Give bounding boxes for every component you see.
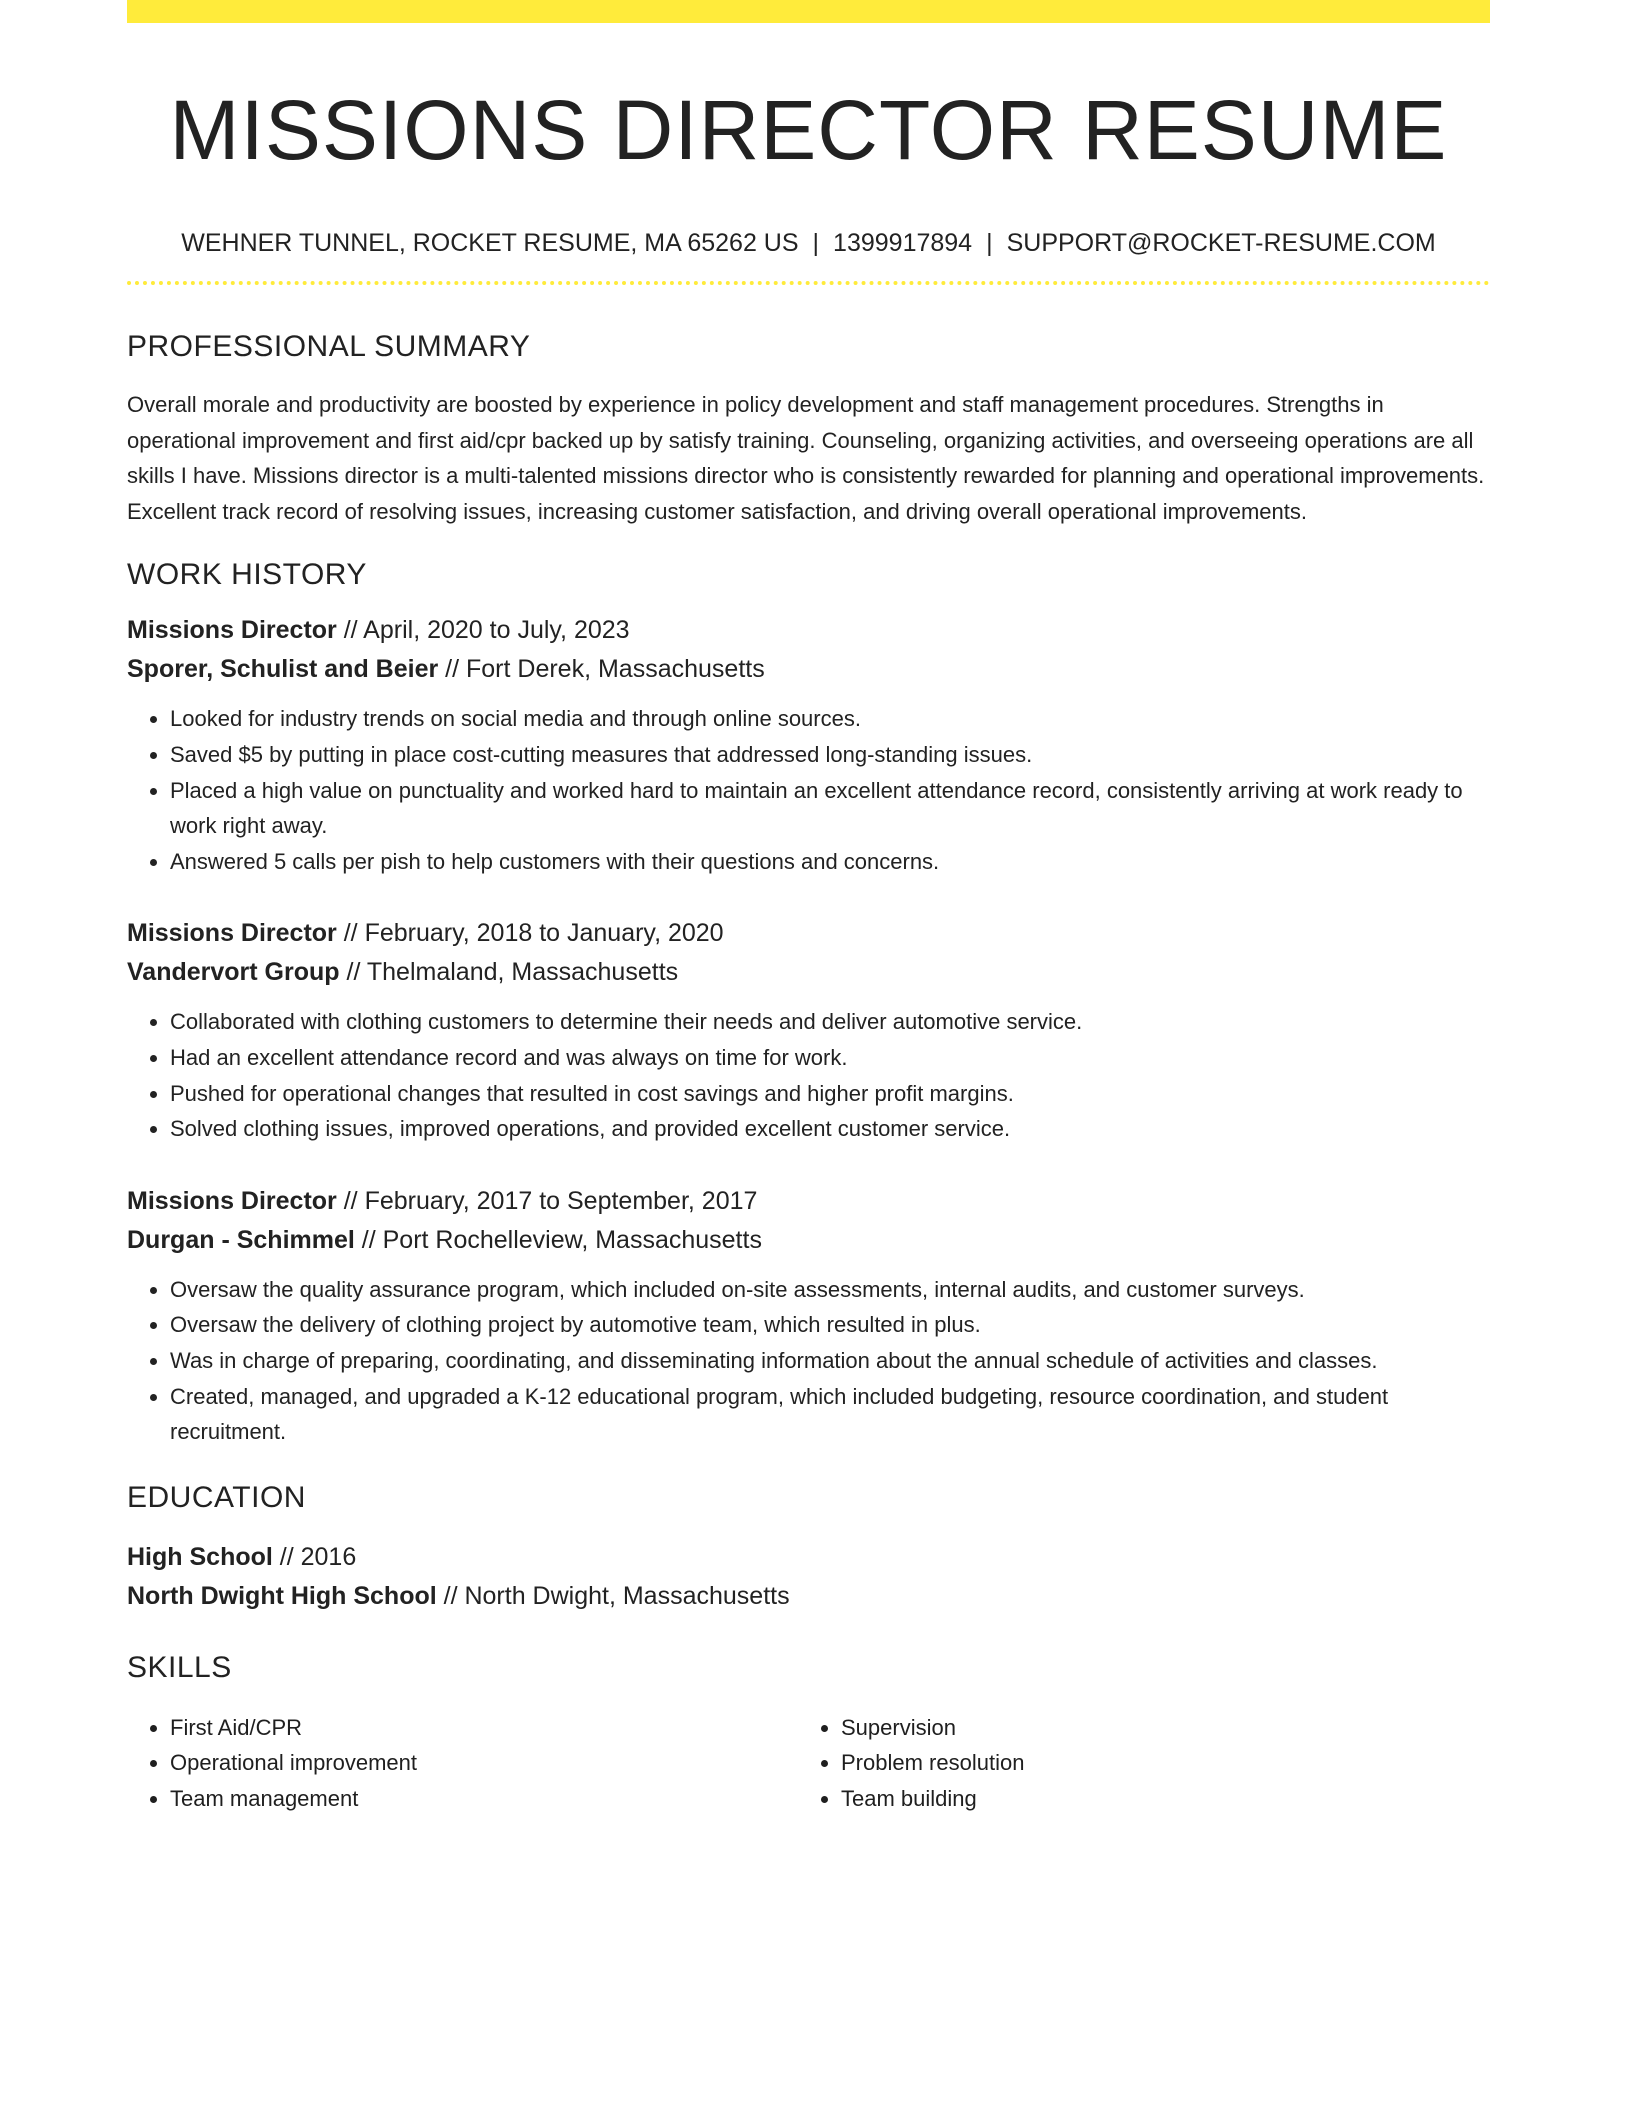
education-entry xyxy=(127,1538,1490,1616)
education-heading: EDUCATION xyxy=(127,1480,306,1514)
skill-item: • Operational improvement xyxy=(170,1745,798,1781)
job-bullet: • Collaborated with clothing customers to determine their needs and deliver automotive service. xyxy=(170,1004,1490,1040)
education-year: // 2016 xyxy=(272,1542,357,1571)
contact-separator: | xyxy=(812,229,820,257)
job-dates: // February, 2017 to September, 2017 xyxy=(336,1186,758,1215)
job-title-line xyxy=(127,914,1490,953)
job-title: Missions Director xyxy=(127,919,337,948)
contact-separator: | xyxy=(986,229,993,257)
job-bullet: • Oversaw the quality assurance program, which included on-site assessments, internal audits, and customer surveys. xyxy=(170,1272,1490,1308)
job-title: Missions Director xyxy=(127,1186,337,1215)
job-bullet: • Placed a high value on punctuality and worked hard to maintain an excellent attendance record, consistently arriving at work ready to work right away. xyxy=(170,773,1490,844)
job-entry xyxy=(127,914,1490,1146)
job-bullet: • Pushed for operational changes that resulted in cost savings and higher profit margins. xyxy=(170,1076,1490,1112)
contact-phone: 1399917894 xyxy=(833,229,973,257)
skills-heading: SKILLS xyxy=(127,1650,232,1684)
job-bullet: • Created, managed, and upgraded a K-12 educational program, which included budgeting, resource coordination, and student recruitment. xyxy=(170,1379,1490,1450)
skill-item: • First Aid/CPR xyxy=(170,1710,798,1746)
job-company-line xyxy=(127,1221,1490,1260)
resume-page xyxy=(127,0,1490,1816)
job-dates: // April, 2020 to July, 2023 xyxy=(336,616,630,645)
resume-title: MISSIONS DIRECTOR RESUME xyxy=(169,83,1448,177)
job-company-line xyxy=(127,650,1490,689)
skills-column-right xyxy=(798,1710,1461,1817)
job-bullet: • Saved $5 by putting in place cost-cutting measures that addressed long-standing issues. xyxy=(170,737,1490,773)
skills-grid xyxy=(127,1710,1490,1817)
dotted-divider xyxy=(127,281,1490,285)
skill-item: • Problem resolution xyxy=(841,1745,1461,1781)
job-bullet: • Solved clothing issues, improved operations, and provided excellent customer service. xyxy=(170,1111,1490,1147)
job-title-line xyxy=(127,1182,1490,1221)
contact-email: SUPPORT@ROCKET-RESUME.COM xyxy=(1006,229,1436,257)
education-school-line xyxy=(127,1577,1490,1616)
job-bullet: • Looked for industry trends on social media and through online sources. xyxy=(170,701,1490,737)
skill-item: • Team management xyxy=(170,1781,798,1817)
skills-column-left xyxy=(127,1710,798,1817)
job-bullet: • Had an excellent attendance record and was always on time for work. xyxy=(170,1040,1490,1076)
job-company-line xyxy=(127,953,1490,992)
job-dates: // February, 2018 to January, 2020 xyxy=(336,919,724,948)
job-entry xyxy=(127,611,1490,879)
job-entry xyxy=(127,1182,1490,1450)
job-bullet: • Oversaw the delivery of clothing project by automotive team, which resulted in plus. xyxy=(170,1307,1490,1343)
skill-item: • Team building xyxy=(841,1781,1461,1817)
contact-address: WEHNER TUNNEL, ROCKET RESUME, MA 65262 US xyxy=(181,229,799,257)
job-company: Sporer, Schulist and Beier xyxy=(127,655,439,684)
job-bullet: • Answered 5 calls per pish to help customers with their questions and concerns. xyxy=(170,844,1490,880)
job-location: // Fort Derek, Massachusetts xyxy=(438,655,765,684)
contact-line xyxy=(127,227,1490,259)
job-bullet: • Was in charge of preparing, coordinating, and disseminating information about the annual schedule of activities and classes. xyxy=(170,1343,1490,1379)
summary-heading: PROFESSIONAL SUMMARY xyxy=(127,330,531,363)
job-title-line xyxy=(127,611,1490,650)
education-school: North Dwight High School xyxy=(127,1581,437,1610)
job-bullets xyxy=(127,1004,1490,1146)
education-degree-line xyxy=(127,1538,1490,1577)
job-company: Durgan - Schimmel xyxy=(127,1225,355,1254)
skill-item: • Supervision xyxy=(841,1710,1461,1746)
job-bullets xyxy=(127,1272,1490,1450)
education-degree: High School xyxy=(127,1542,273,1571)
education-location: // North Dwight, Massachusetts xyxy=(436,1581,790,1610)
summary-text: Overall morale and productivity are boosted by experience in policy development and staff management procedures. Strengths in operational improvement and first aid/cpr backed up by satisfy training. Counseling, organizing activities, and overseeing operations are all skills I have. Missions director is a multi-talented missions director who is consistently rewarded for planning and operational improvements. Excellent track record of resolving issues, increasing customer satisfaction, and driving overall operational improvements. xyxy=(127,392,1485,524)
job-bullets xyxy=(127,701,1490,879)
job-location: // Port Rochelleview, Massachusetts xyxy=(354,1225,762,1254)
work-history-heading: WORK HISTORY xyxy=(127,558,367,592)
job-location: // Thelmaland, Massachusetts xyxy=(339,958,679,987)
job-title: Missions Director xyxy=(127,616,337,645)
job-company: Vandervort Group xyxy=(127,958,340,987)
